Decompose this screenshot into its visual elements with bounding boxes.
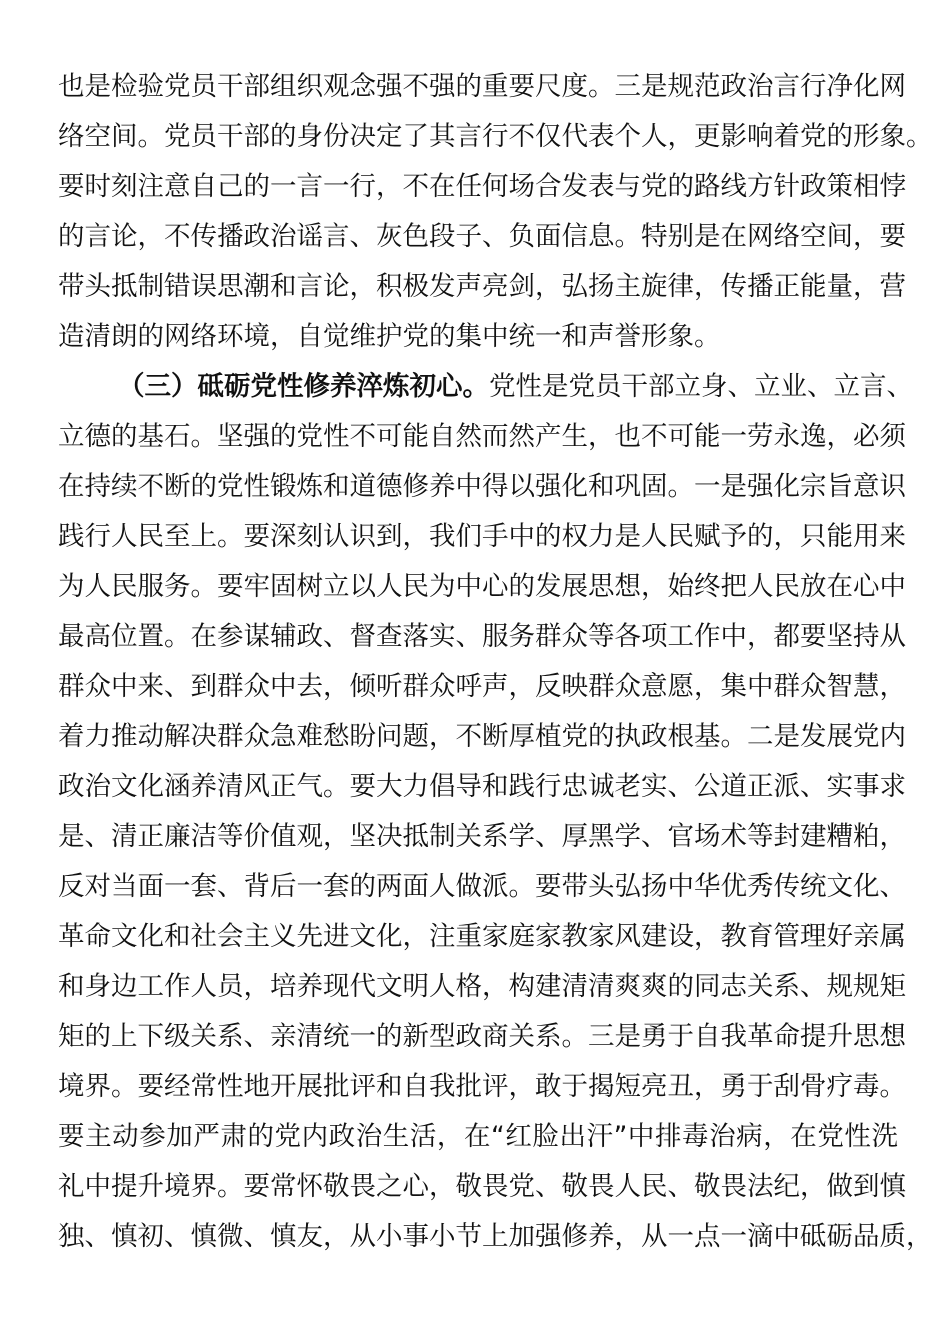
text-line: 要时刻注意自己的一言一行，不在任何场合发表与党的路线方针政策相悖 bbox=[58, 171, 906, 202]
text-line: 要主动参加严肃的党内政治生活，在“红脸出汗”中排毒治病，在党性洗 bbox=[58, 1121, 898, 1152]
text-line: 群众中来、到群众中去，倾听群众呼声，反映群众意愿，集中群众智慧， bbox=[58, 671, 906, 702]
text-line: 革命文化和社会主义先进文化，注重家庭家教家风建设，教育管理好亲属 bbox=[58, 921, 906, 952]
text-line: 政治文化涵养清风正气。要大力倡导和践行忠诚老实、公道正派、实事求 bbox=[58, 771, 906, 802]
text-line: 为人民服务。要牢固树立以人民为中心的发展思想，始终把人民放在心中 bbox=[58, 571, 906, 602]
text-line: 也是检验党员干部组织观念强不强的重要尺度。三是规范政治言行净化网 bbox=[58, 71, 906, 102]
text-line: 最高位置。在参谋辅政、督查落实、服务群众等各项工作中，都要坚持从 bbox=[58, 621, 906, 652]
text-line: 践行人民至上。要深刻认识到，我们手中的权力是人民赋予的，只能用来 bbox=[58, 521, 906, 552]
text-line: 造清朗的网络环境，自觉维护党的集中统一和声誉形象。 bbox=[58, 321, 721, 352]
text-line: 是、清正廉洁等价值观，坚决抵制关系学、厚黑学、官场术等封建糟粕， bbox=[58, 821, 906, 852]
text-line: 和身边工作人员，培养现代文明人格，构建清清爽爽的同志关系、规规矩 bbox=[58, 971, 906, 1002]
text-line: 立德的基石。坚强的党性不可能自然而然产生，也不可能一劳永逸，必须 bbox=[58, 421, 906, 452]
text-line: 着力推动解决群众急难愁盼问题，不断厚植党的执政根基。二是发展党内 bbox=[58, 721, 906, 752]
text-line: 带头抵制错误思潮和言论，积极发声亮剑，弘扬主旋律，传播正能量，营 bbox=[58, 271, 906, 302]
text-line: 在持续不断的党性锻炼和道德修养中得以强化和巩固。一是强化宗旨意识 bbox=[58, 471, 906, 502]
text-line: 的言论，不传播政治谣言、灰色段子、负面信息。特别是在网络空间，要 bbox=[58, 221, 906, 252]
section-heading-line bbox=[118, 362, 913, 412]
section-heading-rest: 党性是党员干部立身、立业、立言、 bbox=[489, 371, 913, 402]
text-line: 反对当面一套、背后一套的两面人做派。要带头弘扬中华优秀传统文化、 bbox=[58, 871, 906, 902]
text-line: 独、慎初、慎微、慎友，从小事小节上加强修养，从一点一滴中砥砺品质， bbox=[58, 1221, 933, 1252]
text-line: 礼中提升境界。要常怀敬畏之心，敬畏党、敬畏人民、敬畏法纪，做到慎 bbox=[58, 1171, 906, 1202]
section-heading: （三）砥砺党性修养淬炼初心。 bbox=[118, 371, 489, 402]
text-line: 络空间。党员干部的身份决定了其言行不仅代表个人，更影响着党的形象。 bbox=[58, 121, 933, 152]
text-line: 矩的上下级关系、亲清统一的新型政商关系。三是勇于自我革命提升思想 bbox=[58, 1021, 906, 1052]
text-line: 境界。要经常性地开展批评和自我批评，敢于揭短亮丑，勇于刮骨疗毒。 bbox=[58, 1071, 906, 1102]
